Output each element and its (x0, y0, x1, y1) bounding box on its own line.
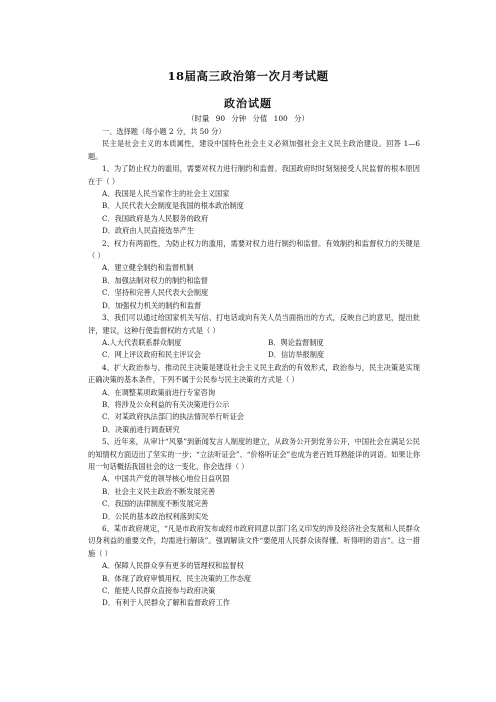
document-title: 18届高三政治第一次月考试题 (167, 69, 329, 83)
question-5-option-a: A．中国共产党的领导核心地位日益巩固 (102, 474, 230, 484)
exam-content (88, 126, 420, 610)
section-intro: 民主是社会主义的本质属性，建设中国特色社会主义必须加强社会主义民主政治建设。回答 1—6题。 (88, 139, 420, 161)
question-5-option-d: D．公民的基本政治权利落到实处 (102, 511, 209, 521)
question-2-option-d: D．加强权力机关的制约和监督 (102, 300, 202, 310)
question-3-option-a: A.人大代表联系群众制度 (102, 337, 182, 347)
question-5-option-b: B．社会主义民主政治不断发展完善 (102, 486, 216, 496)
question-6-stem: 6、某市政府规定，“凡是市政府发布或经市政府同意以部门名义印发的涉及经济社会发展和人民群众切身利益的重要文件，均需进行解读”。强调解读文件“要使用人民群众读得懂、听得明的语言”。这一措施（ ） (88, 524, 420, 558)
exam-meta: （时量 90 分钟 分值 100 分） (187, 114, 309, 123)
question-1-option-b: B．人民代表大会制度是我国的根本政治制度 (102, 201, 244, 211)
question-2-option-c: C．坚持和完善人民代表大会制度 (102, 288, 209, 298)
question-3-option-d: D．信访举报制度 (268, 350, 325, 360)
document-subtitle: 政治试题 (224, 97, 272, 110)
question-4-option-b: B．将涉及公众利益的有关决策进行公示 (102, 399, 230, 409)
question-3-option-c: C．网上评议政府和民主评议会 (102, 350, 201, 360)
question-3-options-row-1 (88, 337, 420, 349)
question-3-stem: 3、我们可以通过给国家机关写信、打电话或向有关人员当面指出的方式，反映自己的意见，提出批评，建议，这种行使监督权的方式是（ ） (88, 313, 420, 335)
question-1-option-d: D．政府由人民直接选举产生 (102, 226, 195, 236)
question-1-option-a: A．我国是人民当家作主的社会主义国家 (102, 189, 230, 199)
question-3-option-b: B．舆论监督制度 (268, 337, 324, 347)
question-5-stem: 5、近年来，从审计“风暴”到新闻发言人制度的建立，从政务公开到党务公开，中国社会在满足公民的知情权方面迈出了坚实的一步；“立法听证会”、“价格听证会”也成为老百姓耳熟能详的词语。如果让你用一句话概括我国社会的这一变化，你会选择（ ） (88, 437, 420, 471)
question-6-option-a: A．保障人民群众享有更多的管理权和监督权 (102, 561, 244, 571)
question-5-option-c: C．我国的法律制度不断发展完善 (102, 499, 209, 509)
question-4-option-c: C．对某政府执法部门的执法情况举行听证会 (102, 412, 245, 422)
question-4-stem: 4、扩大政治参与，推动民主决策是建设社会主义民主政治的有效形式，政治参与，民主决策是实现正确决策的基本条件，下列不属于公民参与民主决策的方式是（ ） (88, 362, 420, 385)
question-6-option-c: C．能使人民群众直接参与政府决策 (102, 586, 216, 596)
question-6-option-d: D．有利于人民群众了解和监督政府工作 (102, 598, 230, 608)
question-1-stem: 1、为了防止权力的滥用，需要对权力进行制约和监督。我国政府时时刻刻接受人民监督的根本原因在于（ ） (88, 164, 420, 186)
question-6-option-b: B．体现了政府审慎用权、民主决策的工作态度 (102, 573, 252, 583)
question-3-options-row-2 (88, 349, 420, 361)
section-heading: 一、选择题（每小题 2 分，共 50 分） (102, 127, 226, 136)
question-2-option-b: B．加强法制对权力的制约和监督 (102, 275, 208, 285)
question-4-option-d: D．决策前进行调查研究 (102, 424, 180, 434)
question-1-option-c: C．我国政府是为人民服务的政府 (102, 213, 209, 223)
question-2-option-a: A．建立健全制约和监督机制 (102, 263, 194, 273)
question-2-stem: 2、权力有两面性，为防止权力的滥用，需要对权力进行制约和监督。有效制约和监督权力的关键是（ ） (88, 238, 420, 261)
question-4-option-a: A．在调整某项政策前进行专家咨询 (102, 387, 216, 397)
